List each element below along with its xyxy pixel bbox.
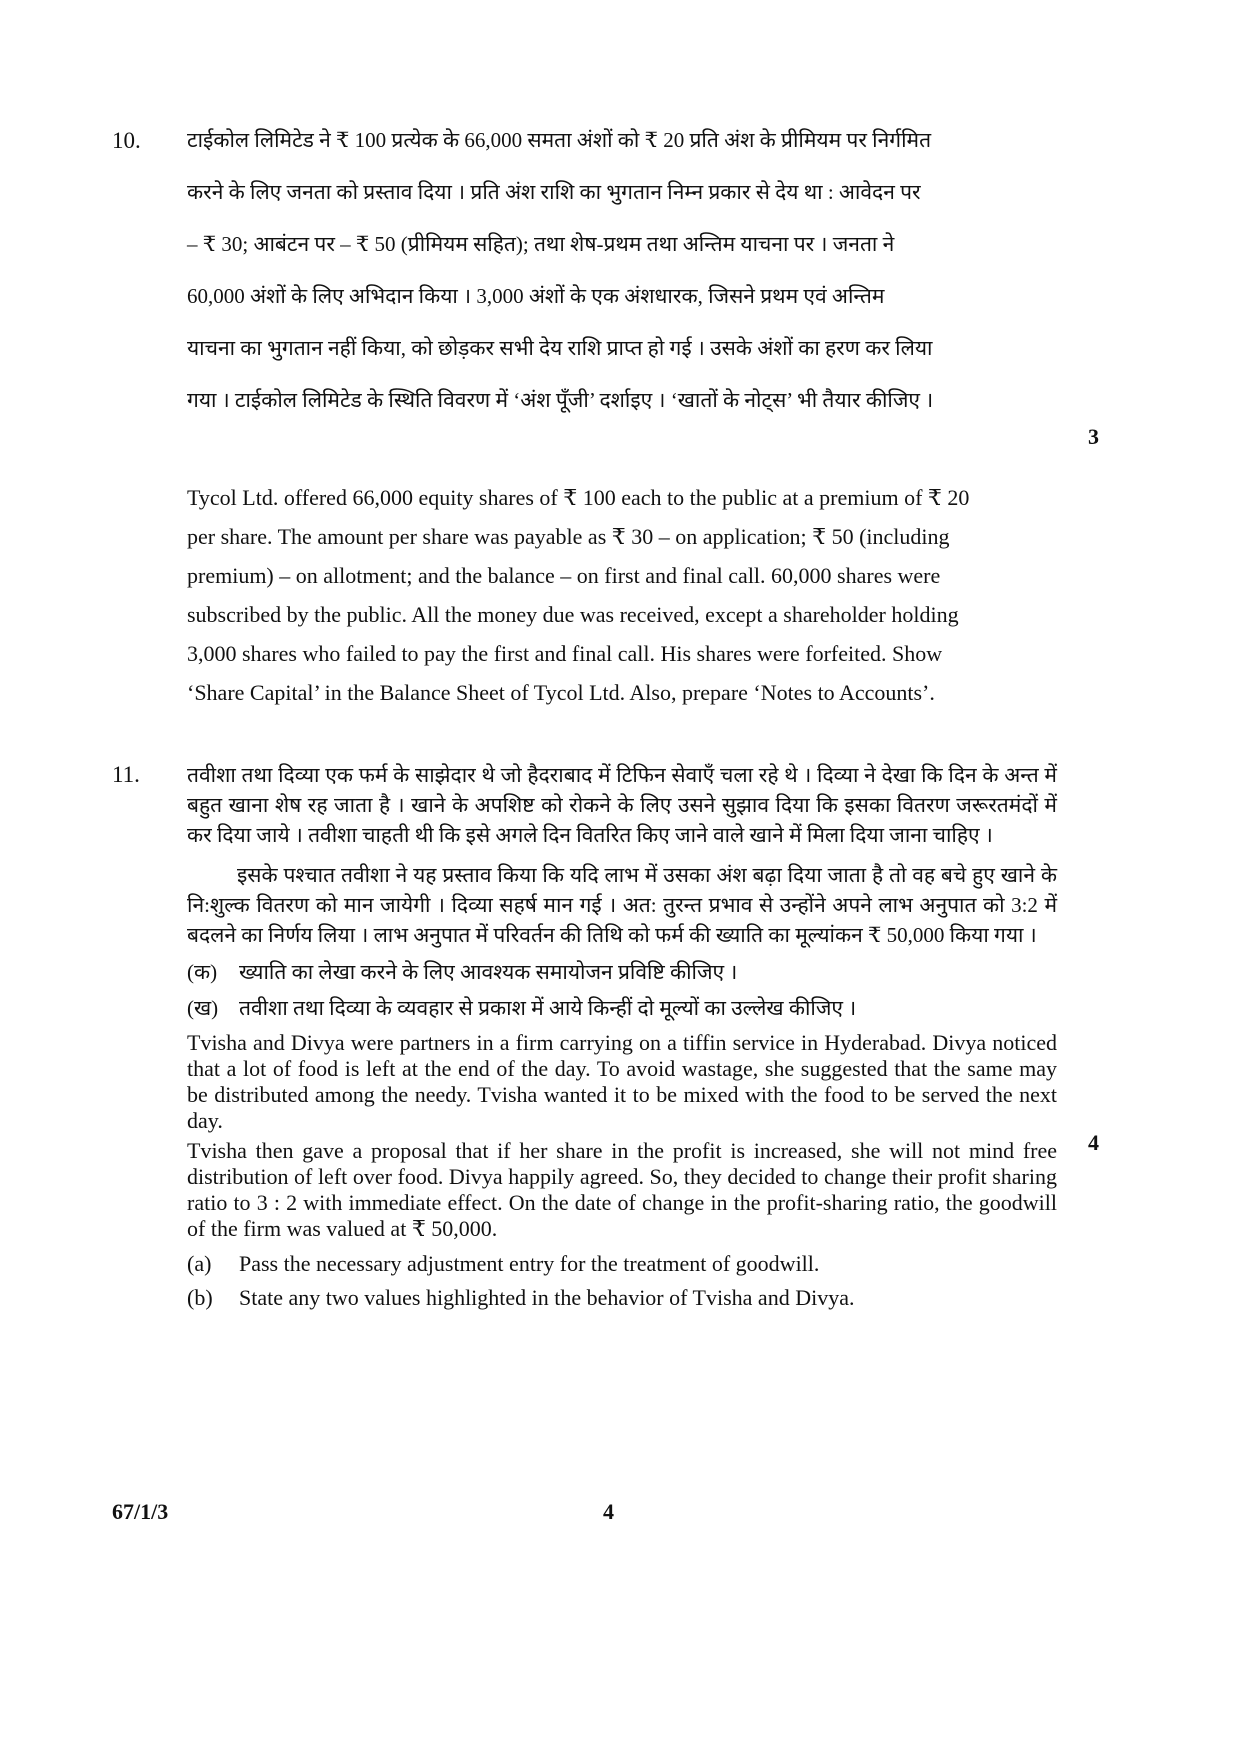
hindi-line: 60,000 अंशों के लिए अभिदान किया । 3,000 अंशों के एक अंशधारक, जिसने प्रथम एवं अन्तिम [187,284,885,308]
english-paragraph: Tvisha then gave a proposal that if her share in the profit is increased, she will not mind free distribution of left over food. Divya happily agreed. So, they decided to change their profit sharing ratio to 3 : 2 with immediate effect. On the date of change in the profit-sharing ratio, the goodwill of the firm was valued at ₹ 50,000. [187,1138,1057,1241]
english-line: subscribed by the public. All the money due was received, except a shareholder holding [187,602,959,627]
hindi-subpart [187,992,1057,1024]
paper-code: 67/1/3 [112,1499,169,1524]
hindi-subpart [187,956,1057,988]
question-11-content [187,760,1057,1314]
subpart-label: (a) [187,1251,212,1276]
hindi-paragraph: तवीशा तथा दिव्या एक फर्म के साझेदार थे जो हैदराबाद में टिफिन सेवाएँ चला रहे थे । दिव्या ने देखा कि दिन के अन्त में बहुत खाना शेष रह जाता है । खाने के अपशिष्ट को रोकने के लिए उसने सुझाव दिया कि इसका वितरण जरूरतमंदों में कर दिया जाये । तवीशा चाहती थी कि इसे अगले दिन वितरित किए जाने वाले खाने में मिला दिया जाना चाहिए । [187,763,1057,847]
english-line: Tycol Ltd. offered 66,000 equity shares of ₹ 100 each to the public at a premium of ₹ 20 [187,485,970,510]
subpart-text: ख्याति का लेखा करने के लिए आवश्यक समायोजन प्रविष्टि कीजिए । [239,960,738,984]
english-line: per share. The amount per share was payable as ₹ 30 – on application; ₹ 50 (including [187,524,950,549]
english-paragraph: Tvisha and Divya were partners in a firm carrying on a tiffin service in Hyderabad. Divya noticed that a lot of food is left at the end of the day. To avoid wastage, she suggested that the same may be distributed among the needy. Tvisha wanted it to be mixed with the food to be served the next day. [187,1030,1057,1133]
english-subpart [187,1282,1057,1314]
subpart-label: (ख) [187,996,219,1020]
subpart-label: (b) [187,1285,213,1310]
english-line: ‘Share Capital’ in the Balance Sheet of Tycol Ltd. Also, prepare ‘Notes to Accounts’. [187,680,935,705]
question-number: 11. [112,762,140,787]
hindi-line: टाईकोल लिमिटेड ने ₹ 100 प्रत्येक के 66,000 समता अंशों को ₹ 20 प्रति अंश के प्रीमियम पर निर्गमित [187,128,932,152]
english-line: 3,000 shares who failed to pay the first and final call. His shares were forfeited. Show [187,641,943,666]
question-10-english [187,478,1057,712]
hindi-line: करने के लिए जनता को प्रस्ताव दिया । प्रति अंश राशि का भुगतान निम्न प्रकार से देय था : आवेदन पर [187,180,921,204]
hindi-line: – ₹ 30; आबंटन पर – ₹ 50 (प्रीमियम सहित); तथा शेष-प्रथम तथा अन्तिम याचना पर । जनता ने [187,232,895,256]
hindi-paragraph: इसके पश्चात तवीशा ने यह प्रस्ताव किया कि यदि लाभ में उसका अंश बढ़ा दिया जाता है तो वह बचे हुए खाने के नि:शुल्क वितरण को मान जायेगी । दिव्या सहर्ष मान गई । अत: तुरन्त प्रभाव से उन्होंने अपने लाभ अनुपात को 3:2 में बदलने का निर्णय लिया । लाभ अनुपात में परिवर्तन की तिथि को फर्म की ख्याति का मूल्यांकन ₹ 50,000 किया गया । [187,863,1057,947]
hindi-line: याचना का भुगतान नहीं किया, को छोड़कर सभी देय राशि प्राप्त हो गई । उसके अंशों का हरण कर लिया [187,336,933,360]
hindi-line: गया । टाईकोल लिमिटेड के स्थिति विवरण में ‘अंश पूँजी’ दर्शाइए । ‘खातों के नोट्स’ भी तैयार कीजिए । [187,388,934,412]
english-subpart [187,1248,1057,1280]
question-11-marks: 4 [1088,1130,1099,1155]
subpart-label: (क) [187,960,218,984]
subpart-text: Pass the necessary adjustment entry for the treatment of goodwill. [239,1251,820,1276]
subpart-text: तवीशा तथा दिव्या के व्यवहार से प्रकाश में आये किन्हीं दो मूल्यों का उल्लेख कीजिए । [239,996,857,1020]
english-line: premium) – on allotment; and the balance – on first and final call. 60,000 shares were [187,563,941,588]
question-10-marks: 3 [1088,424,1099,449]
subpart-text: State any two values highlighted in the behavior of Tvisha and Divya. [239,1285,855,1310]
question-number: 10. [112,128,141,153]
question-10-hindi [187,114,1057,426]
page-number: 4 [603,1499,614,1524]
